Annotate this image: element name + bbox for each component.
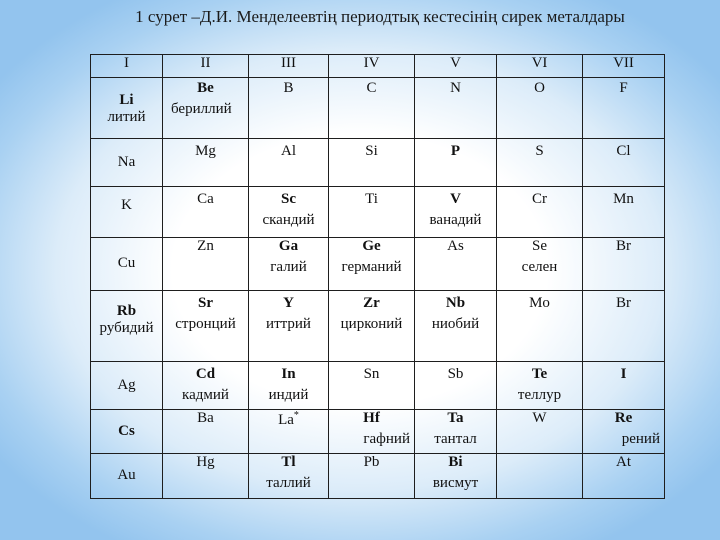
table-row <box>91 238 665 291</box>
element-symbol: Cr <box>532 191 547 207</box>
element-cell <box>329 187 415 238</box>
element-symbol: Li <box>119 92 134 108</box>
element-symbol: C <box>366 80 377 96</box>
element-cell <box>415 291 497 362</box>
element-cell <box>583 139 665 187</box>
element-name: ванадий <box>429 212 482 229</box>
element-symbol: Sr <box>198 295 213 311</box>
group-header: VII <box>583 55 665 78</box>
element-symbol: Al <box>281 143 296 159</box>
element-cell <box>415 362 497 410</box>
element-symbol: Ca <box>197 191 214 207</box>
element-cell <box>497 291 583 362</box>
element-cell <box>415 139 497 187</box>
element-cell <box>497 139 583 187</box>
element-symbol: S <box>535 143 544 159</box>
element-name: цирконий <box>340 316 403 333</box>
element-symbol: Cl <box>616 143 631 159</box>
element-cell <box>163 291 249 362</box>
table-header-row <box>91 55 665 78</box>
group-header: VI <box>497 55 583 78</box>
element-name: тантал <box>434 431 477 448</box>
figure-caption: 1 сурет –Д.И. Менделеевтің периодтық кестесінің сирек металдары <box>135 7 625 26</box>
footnote-mark: * <box>293 410 299 421</box>
element-cell <box>91 410 163 454</box>
table-row <box>91 291 665 362</box>
element-cell <box>497 187 583 238</box>
element-symbol: Ti <box>365 191 378 207</box>
element-symbol: Ag <box>117 376 136 393</box>
element-cell <box>91 291 163 362</box>
element-symbol: Rb <box>116 303 137 319</box>
element-cell <box>163 362 249 410</box>
element-cell <box>91 139 163 187</box>
element-cell <box>249 187 329 238</box>
element-symbol: Ta <box>447 410 464 426</box>
element-cell <box>415 410 497 454</box>
periodic-table <box>90 54 665 499</box>
element-name: литий <box>107 109 146 126</box>
element-cell <box>329 362 415 410</box>
element-name: гафний <box>363 431 410 448</box>
element-symbol: Pb <box>363 454 380 470</box>
element-symbol: La <box>278 412 294 428</box>
element-name: селен <box>521 259 558 276</box>
element-symbol: In <box>281 366 296 382</box>
element-symbol: W <box>532 410 547 426</box>
element-symbol: Bi <box>448 454 463 470</box>
table-row <box>91 362 665 410</box>
element-symbol: Ga <box>278 238 299 254</box>
element-cell <box>91 454 163 499</box>
element-name: германий <box>341 259 402 276</box>
element-symbol: Nb <box>445 295 466 311</box>
element-cell <box>329 454 415 499</box>
element-cell <box>91 78 163 139</box>
element-name: галий <box>270 259 307 276</box>
element-name: стронций <box>175 316 236 333</box>
element-symbol: Au <box>117 467 136 484</box>
element-cell <box>583 410 665 454</box>
element-symbol: V <box>450 191 461 207</box>
element-cell <box>163 78 249 139</box>
element-symbol: Ge <box>362 238 381 254</box>
element-cell <box>329 291 415 362</box>
element-symbol: As <box>447 238 464 254</box>
element-symbol: Hf <box>363 410 380 426</box>
element-cell <box>91 187 163 238</box>
element-symbol: Br <box>616 238 631 254</box>
element-cell <box>497 238 583 291</box>
element-symbol: Hg <box>196 454 215 470</box>
table-row <box>91 410 665 454</box>
element-cell <box>497 410 583 454</box>
element-name: кадмий <box>182 387 229 404</box>
element-cell <box>329 410 415 454</box>
element-cell <box>583 454 665 499</box>
element-cell <box>415 238 497 291</box>
element-cell <box>583 78 665 139</box>
element-cell <box>249 78 329 139</box>
element-symbol: Zr <box>363 295 380 311</box>
element-symbol: P <box>450 143 461 159</box>
element-symbol: Sn <box>363 366 380 382</box>
group-header: III <box>249 55 329 78</box>
element-cell <box>329 238 415 291</box>
element-symbol: Br <box>616 295 631 311</box>
element-name: иттрий <box>266 316 311 333</box>
element-symbol: Y <box>283 295 294 311</box>
group-header: I <box>91 55 163 78</box>
element-cell <box>583 238 665 291</box>
element-cell <box>249 362 329 410</box>
element-cell <box>497 362 583 410</box>
element-symbol: Mg <box>195 143 216 159</box>
element-symbol: F <box>619 80 628 96</box>
element-name: ниобий <box>431 316 480 333</box>
element-cell <box>583 362 665 410</box>
element-cell <box>249 238 329 291</box>
group-header: IV <box>329 55 415 78</box>
element-symbol: Cd <box>195 366 216 382</box>
table-row <box>91 78 665 139</box>
element-cell <box>497 454 583 499</box>
element-symbol: K <box>121 197 132 213</box>
element-symbol: Mo <box>529 295 550 311</box>
element-name: рений <box>621 431 660 448</box>
element-symbol: N <box>450 80 461 96</box>
element-symbol: Ba <box>197 410 214 426</box>
element-symbol: Se <box>532 238 547 254</box>
element-name: висмут <box>432 475 479 492</box>
element-name: скандий <box>262 212 315 229</box>
element-cell <box>91 362 163 410</box>
element-cell <box>249 410 329 454</box>
element-symbol: Tl <box>281 454 296 470</box>
element-symbol: Sb <box>447 366 464 382</box>
element-symbol: Sc <box>281 191 296 207</box>
group-header: V <box>415 55 497 78</box>
element-name: теллур <box>517 387 562 404</box>
element-cell <box>415 454 497 499</box>
element-cell <box>329 78 415 139</box>
element-symbol: I <box>620 366 627 382</box>
element-cell <box>163 187 249 238</box>
table-row <box>91 454 665 499</box>
element-cell <box>249 454 329 499</box>
element-symbol: Mn <box>613 191 634 207</box>
element-symbol: Cs <box>118 422 135 439</box>
table-row <box>91 187 665 238</box>
element-cell <box>163 410 249 454</box>
element-cell <box>249 291 329 362</box>
element-symbol: Zn <box>197 238 214 254</box>
element-cell <box>163 139 249 187</box>
element-cell <box>415 187 497 238</box>
element-cell <box>583 187 665 238</box>
element-cell <box>583 291 665 362</box>
element-name: таллий <box>266 475 311 492</box>
group-header: II <box>163 55 249 78</box>
element-symbol: At <box>616 454 631 470</box>
element-name: индий <box>268 387 309 404</box>
element-symbol: Na <box>117 153 136 170</box>
element-symbol: Be <box>197 80 214 96</box>
element-cell <box>91 238 163 291</box>
element-symbol: Si <box>365 143 378 159</box>
element-name: бериллий <box>171 101 232 118</box>
element-cell <box>163 238 249 291</box>
element-cell <box>415 78 497 139</box>
element-cell <box>249 139 329 187</box>
element-symbol: Re <box>614 410 633 426</box>
element-cell <box>163 454 249 499</box>
element-symbol: Te <box>531 366 548 382</box>
element-symbol: Cu <box>117 255 136 272</box>
element-cell <box>497 78 583 139</box>
element-cell <box>329 139 415 187</box>
element-symbol: B <box>283 80 294 96</box>
table-row <box>91 139 665 187</box>
element-name: рубидий <box>99 320 154 337</box>
element-symbol: O <box>534 80 545 96</box>
